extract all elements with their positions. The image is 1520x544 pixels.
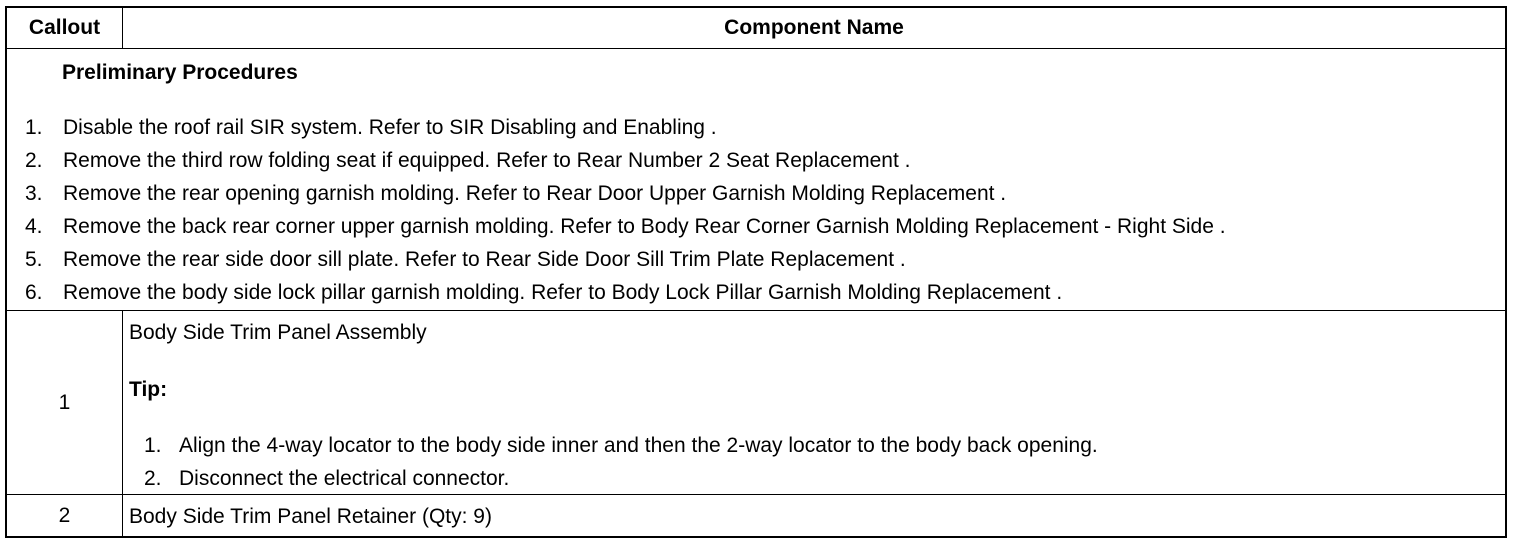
tip-text: Align the 4-way locator to the body side inner and then the 2-way locator to the body back opening. [179, 434, 1098, 457]
step-number: 1. [25, 116, 43, 139]
tip-number: 1. [144, 434, 162, 457]
step-text: Remove the rear opening garnish molding. Refer to Rear Door Upper Garnish Molding Replacement . [63, 182, 1007, 205]
tip-label: Tip: [129, 378, 168, 401]
step-text: Remove the rear side door sill plate. Refer to Rear Side Door Sill Trim Plate Replacement . [63, 248, 906, 271]
step-text: Disable the roof rail SIR system. Refer to SIR Disabling and Enabling . [63, 116, 717, 139]
component-cell [123, 311, 1505, 494]
preliminary-procedures-section [7, 49, 1505, 311]
component-name-column-header: Component Name [724, 16, 904, 39]
step-number: 3. [25, 182, 43, 205]
callout-column-header: Callout [7, 8, 123, 48]
step-text: Remove the back rear corner upper garnish molding. Refer to Body Rear Corner Garnish Molding Replacement - Right Side . [63, 215, 1226, 238]
step-number: 4. [25, 215, 43, 238]
step-text: Remove the third row folding seat if equipped. Refer to Rear Number 2 Seat Replacement . [63, 149, 911, 172]
preliminary-procedures-title: Preliminary Procedures [62, 61, 298, 84]
callout-cell: 1 [7, 311, 123, 494]
tip-number: 2. [144, 467, 162, 490]
step-number: 2. [25, 149, 43, 172]
table-header [7, 8, 1505, 49]
component-cell [123, 495, 1505, 536]
tip-text: Disconnect the electrical connector. [179, 467, 510, 490]
callout-cell: 2 [7, 495, 123, 536]
component-name: Body Side Trim Panel Retainer (Qty: 9) [129, 505, 492, 528]
step-text: Remove the body side lock pillar garnish molding. Refer to Body Lock Pillar Garnish Molding Replacement . [63, 281, 1063, 304]
step-number: 6. [25, 281, 43, 304]
procedure-table [5, 6, 1507, 538]
table-row [7, 495, 1505, 536]
component-name: Body Side Trim Panel Assembly [129, 321, 427, 344]
table-row [7, 311, 1505, 495]
step-number: 5. [25, 248, 43, 271]
